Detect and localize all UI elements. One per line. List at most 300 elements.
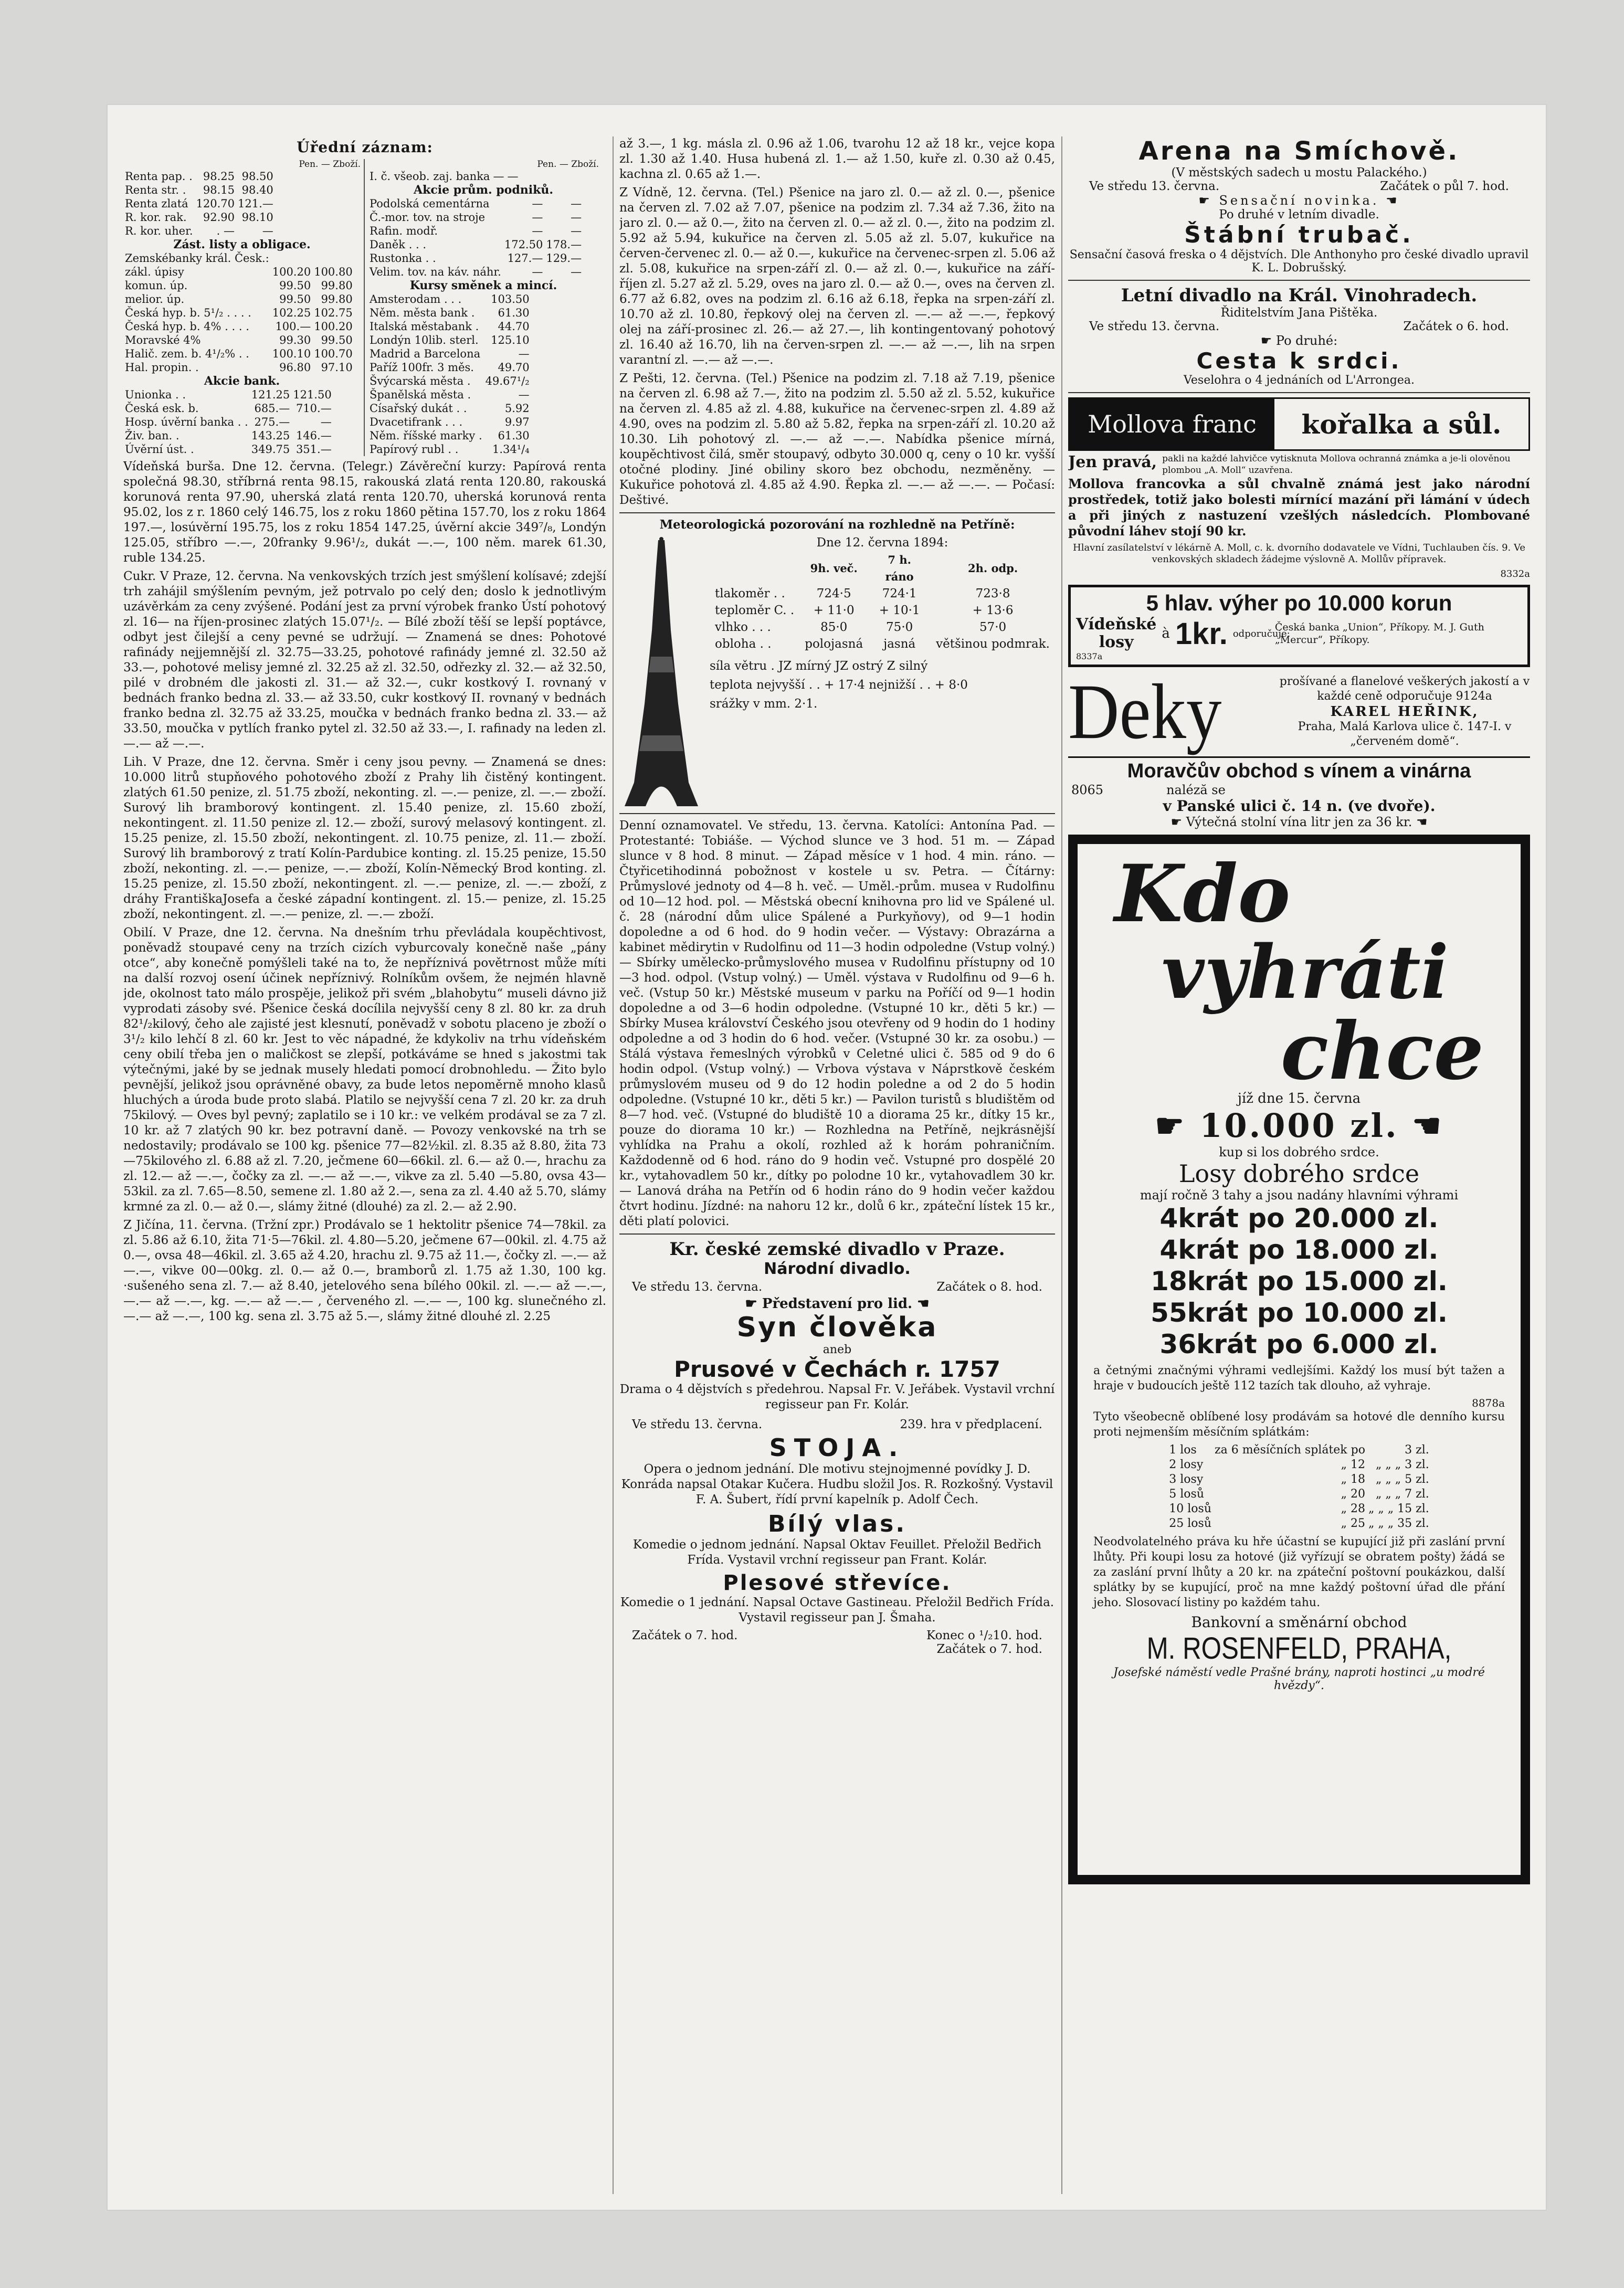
meteo-body (619, 536, 1055, 809)
wine-offer: ☛ Výtečná stolní vína litr jen za 36 kr. ☚ (1170, 815, 1428, 829)
lottery-win-line: 36krát po 6.000 zl. (1159, 1329, 1439, 1359)
quote-label: Hal. propin. . (125, 361, 199, 374)
quote-value: — (532, 225, 543, 237)
divider (1068, 280, 1530, 281)
quote-row (123, 415, 333, 429)
quote-row (368, 265, 583, 279)
arena-title: Arena na Smíchově. (1138, 136, 1460, 166)
quote-value: 99.50 (279, 293, 311, 305)
quote-label: Italská městabank . (370, 320, 479, 333)
quote-value: 99.30 (279, 334, 311, 346)
quote-value: — (262, 225, 273, 237)
lottery-amount: ☛ 10.000 zl. ☚ (1155, 1106, 1443, 1145)
sugar-report: Cukr. V Praze, 12. června. Na venkovských trzích jest smýšlení kolísavé; zdejší trh zahájil smýšlením pevným, jež potrvalo po celý den; doslo k jednotlivým uzávěrkám za ceny zvýšené. Podání jest za první výrobek franko Ústí pohotový zl. 16— na říjen-prosinec zlatých 15.07¹/₂. — Bílé zboží těší se lepší poptávce, odbyt jest čilejší a ceny pevné se udržují. — Znamená se dnes: Pohotové rafinády nejjemnější zl. 32.75—33.25, pohotové rafinády jemné zl. 32.50 až 33.—, pohotové melisy jemné zl. 32.25 až zl. 32.50, odřezky zl. 32.— až 32.50, pilé v drobném dle jakosti zl. 31.— až 32.—, cukr kostkový I. rovnaný v bednách franko bedna zl. 33.— až 33.50, cukr kostkový II. rovnaný v bednách franko bedna zl. 32.75 až 33.25, moučka v bednách franko bedna zl. 33.— až 33.50, moučka v pytlích franko pytel zl. 32.50 až 33.—, I. rafinady na leden zl. —.— až —.—. (123, 570, 606, 751)
quote-label: R. kor. rak. (125, 211, 187, 224)
quote-value: „ „ „ 5 zl. (1375, 1473, 1429, 1486)
vienna-bourse-report: Vídeňská burša. Dne 12. června. (Telegr.) Závěreční kurzy: Papírová renta společná 98.30, stříbrná renta 98.15, rakouská zlatá renta 120.80, rakouská korunová renta 97.90, uherská zlatá renta 120.70, uherská korunová renta 95.02, los z r. 1860 celý 146.75, los z roku 1860 pětina 157.70, los z roku 1864 197.—, losúvěrní 195.75, los z roku 1854 147.25, úvěrní akcie 349⁷/₈, Londýn 125.05, stříbro —.—, 20franky 9.96¹/₂, dukát —.—, 100 něm. marek 61.30, ruble 134.25. (123, 460, 606, 565)
quotes-table (123, 251, 354, 374)
lottery-wins (1093, 1203, 1505, 1360)
quote-value: 710.— (296, 402, 332, 415)
vino-play: Cesta k srdci. (1196, 348, 1402, 374)
quote-label: Renta zlatá (125, 197, 188, 210)
quotes-subheading: Akcie prům. podniků. (414, 183, 553, 197)
deky-ad (1068, 668, 1530, 755)
lottery-until: jíž dne 15. června (1237, 1091, 1361, 1106)
quote-value: 100.— (275, 320, 311, 333)
quote-value: 61.30 (498, 429, 530, 442)
quote-label: Rustonka . . (370, 252, 436, 265)
meteo-value: + 13·6 (972, 604, 1014, 617)
quote-value: „ 18 (1341, 1473, 1365, 1486)
theatre-line (619, 1278, 1055, 1296)
quote-label: Papírový rubl . . (370, 443, 459, 456)
arena-subtitle: (V městských sadech u mostu Palackého.) (1171, 166, 1427, 180)
quote-value (271, 251, 312, 265)
quote-value: 3 zl. (1405, 1443, 1429, 1457)
divider (1068, 392, 1530, 393)
quote-label: 2 losy (1169, 1458, 1204, 1471)
moll-distributor: Hlavní zasílatelství v lékárně A. Moll, c. k. dvorního dodavatele ve Vídni, Tuchlauben čís. 9. Ve venkovských skladech žádejme výslovně A. Mollův přípravek. (1073, 542, 1525, 565)
quote-label: I. č. všeob. zaj. banka (370, 170, 490, 183)
quote-row (368, 347, 531, 361)
quote-label: Něm. města bank . (370, 307, 475, 319)
vino-subtitle: Řiditelstvím Jana Pištěka. (1220, 306, 1378, 320)
quote-value: 49.67¹/₂ (485, 375, 530, 387)
quote-row (123, 170, 275, 183)
quote-label: Londýn 10lib. sterl. (370, 334, 479, 346)
lottery-terms: a četnými značnými výhrami vedlejšími. Každý los musí být tažen a hraje v budoucích ještě 112 tazích tak dlouho, až vyhraje. (1093, 1364, 1505, 1393)
quote-value: 103.50 (491, 293, 530, 305)
meteo-label: teploměr C. . (715, 604, 795, 617)
quote-row (1167, 1472, 1430, 1487)
column-rule (613, 136, 614, 2194)
column-ads (1068, 136, 1530, 2199)
vienna-lottery-ad (1068, 585, 1530, 667)
meteo-date: Dne 12. června 1894: (816, 536, 948, 550)
quote-row (123, 292, 354, 306)
quote-row (368, 333, 531, 347)
wine-line (1068, 783, 1530, 797)
quote-value: 121.50 (293, 388, 332, 401)
meteo-value: 75·0 (886, 620, 913, 634)
meteo-value: většinou podmrak. (936, 637, 1050, 651)
quote-label: Paříž 100fr. 3 měs. (370, 361, 474, 374)
quote-row (123, 388, 333, 402)
market-prices: až 3.—, 1 kg. másla zl. 0.96 až 1.06, tvarohu 12 až 18 kr., vejce kopa zl. 1.30 až 1.40. Husa hubená zl. 1.— až 1.50, kuře zl. 0.30 až 0.45, kachna zl. 0.65 až 1.—. (619, 137, 1055, 181)
quote-row (1167, 1502, 1430, 1516)
lottery-conditions: Neodvolatelného práva ku hře účastní se kupující již při zaslání první lhůty. Při koupi losu za hotové (již vyřízují se obratem pošty) žádá se za zaslání první lhůty a 20 kr. na zpáteční poštovní poukázkou, další splátky by se kupující, proč na mne každý poštovní úřad dle přání jeho. Slosovací listiny po každém tahu. (1093, 1535, 1505, 1609)
vino-second-label: Po druhé: (1275, 333, 1338, 348)
quote-label: melior. úp. (125, 293, 185, 305)
lottery-sellers: Česká banka „Union“, Příkopy. M. J. Guth „Mercur“, Příkopy. (1274, 621, 1484, 646)
quote-value (312, 251, 354, 265)
quote-value: 92.90 (203, 211, 235, 224)
quote-value: „ 25 (1341, 1517, 1365, 1530)
moll-code: 8332a (1500, 568, 1530, 579)
play-subtitle: Prusové v Čechách r. 1757 (674, 1356, 1000, 1382)
meteo-row (710, 636, 1055, 652)
quote-label: 10 losů (1169, 1502, 1211, 1515)
column-middle (619, 136, 1055, 2199)
meteo-title: Meteorologická pozorování na rozhledně na Petříně: (659, 518, 1015, 532)
divider (619, 512, 1055, 513)
quote-value: 102.75 (314, 307, 353, 319)
quote-row (368, 429, 531, 442)
meteo-data (710, 536, 1055, 809)
arena-description: Sensační časová freska o 4 dějstvích. Dle Anthonyho pro české divadlo upravil K. L. Dobrušský. (1069, 248, 1529, 275)
meteo-header: 9h. več. (810, 562, 858, 575)
quote-value: 99.50 (321, 334, 353, 346)
quote-row (368, 361, 531, 374)
meteo-header: 7 h. ráno (885, 553, 914, 583)
quote-value: 96.80 (279, 361, 311, 374)
play-aneb: aneb (822, 1343, 852, 1356)
lottery-row (1076, 616, 1522, 651)
quote-row (123, 265, 354, 279)
play-title: Plesové střevíce. (723, 1571, 952, 1595)
quote-row (123, 210, 275, 224)
quote-label: komun. úp. (125, 279, 188, 292)
quote-label: Č.-mor. tov. na stroje (370, 211, 486, 224)
quote-row (123, 402, 333, 415)
quote-value: „ 12 (1341, 1458, 1365, 1471)
meteo-label: vlhko . . . (715, 620, 771, 634)
meteo-value: + 11·0 (813, 604, 855, 617)
quote-label: Česká esk. b. (125, 402, 199, 415)
quote-value: 120.70 (196, 197, 235, 210)
arena-start: Začátek o půl 7. hod. (1380, 180, 1509, 193)
moll-banner (1068, 397, 1530, 451)
quotes-block (123, 159, 606, 456)
vinohrady-theatre-ad (1068, 285, 1530, 387)
quote-label: Renta pap. . (125, 170, 193, 183)
quote-value: 61.30 (498, 307, 530, 319)
meteo-value: 724·1 (882, 587, 917, 600)
quote-value: 100.70 (314, 347, 353, 360)
lottery-bank: Bankovní a směnární obchod (1191, 1614, 1407, 1631)
column-rule (1061, 136, 1062, 2194)
quote-row (123, 224, 275, 238)
quote-label: Daněk . . . (370, 238, 427, 251)
quote-value: za 6 měsíčních splátek po (1215, 1443, 1365, 1457)
vino-title: Letní divadlo na Král. Vinohradech. (1121, 285, 1478, 306)
quote-value: 1.34¹/₄ (492, 443, 530, 456)
lottery-win-line: 4krát po 18.000 zl. (1159, 1235, 1439, 1265)
lottery-losy: Losy dobrého srdce (1178, 1159, 1420, 1188)
quote-row (123, 279, 354, 292)
lottery-offer: Tyto všeobecně oblíbené losy prodávám sa hotové dle denního kursu proti nejmenším měsíčním splátkám: (1093, 1410, 1505, 1439)
quotes-table (123, 170, 275, 238)
national-theatre-program (619, 1239, 1055, 1656)
quotes-subheading: Akcie bank. (204, 374, 280, 388)
quote-row (368, 210, 583, 224)
play-title: Syn člověka (736, 1312, 938, 1343)
quote-value: — (532, 266, 543, 278)
vienna-grain-report: Z Vídně, 12. června. (Tel.) Pšenice na jaro zl. 0.— až zl. 0.—, pšenice na červen zl. 7.02 až 7.07, pšenice na podzim zl. 7.34 až 7.36, žito na jaro zl. 0.— až 0.—, žito na červen zl. 0.— až zl. 0.—, žito na podzim zl. 5.92 až 5.94, kukuřice na červen zl. 5.05 až zl. 5.07, kukuřice na červen-červenec zl. 0.— až 0.—, kukuřice na červenec-srpen zl. 5.06 až zl. 5.08, kukuřice na srpen-září zl. 0.— až zl. 0.—, kukuřice na září-říjen zl. 5.27 až zl. 5.29, oves na jaro zl. 0.— až 0.—, oves na červen zl. 6.77 až 6.82, oves na podzim zl. 6.16 až 6.18, řepka na srpen-září zl. 10.70 až zl. 10.80, řepkový olej na červen zl. —.— až —.—, řepkový olej na září-prosinec zl. 26.— až 27.—, lih kontingentovaný pohotový zl. 16.40 až 16.70, lih na červen-srpen zl. —.— až —.—, lih na srpen varantní zl. —.— až —.—. (619, 186, 1055, 367)
quote-value: 100.80 (314, 266, 353, 278)
newspaper-page (108, 105, 1546, 2210)
meteo-value: + 10·1 (879, 604, 920, 617)
moll-ad (1068, 397, 1530, 579)
quote-row (1167, 1487, 1430, 1502)
wine-ad (1068, 756, 1530, 829)
quote-label: Něm. říšské marky . (370, 429, 482, 442)
vino-line (1068, 320, 1530, 333)
quote-value: 121.— (237, 197, 273, 210)
quote-row (368, 442, 531, 456)
theatre-subtitle: Národní divadlo. (764, 1260, 911, 1278)
moll-banner-left: Mollova franc (1070, 399, 1274, 449)
quote-row (123, 251, 354, 265)
quote-label: Živ. ban. . (125, 429, 180, 442)
quote-value: 685.— (254, 402, 290, 415)
quote-row (368, 197, 583, 210)
quote-value: 275.— (254, 416, 290, 428)
quote-label: 1 los (1169, 1443, 1197, 1457)
quote-label: Madrid a Barcelona (370, 347, 481, 360)
arena-sensation: ☛ Sensační novinka. ☚ (1198, 193, 1400, 208)
meteo-header-row (710, 552, 1055, 585)
quote-value: 98.40 (241, 184, 273, 196)
quote-value: 9.97 (504, 416, 530, 428)
quote-label: Rafin. modř. (370, 225, 438, 237)
wine-located: naléză se (1166, 783, 1226, 797)
quotes-right (364, 159, 599, 456)
quote-value: — (571, 211, 582, 224)
meteo-corner (710, 552, 799, 585)
divider (619, 1233, 1055, 1235)
vino-start: Začátek o 6. hod. (1403, 320, 1509, 333)
quote-value: 100.20 (314, 320, 353, 333)
quote-value: 125.10 (491, 334, 530, 346)
quote-label: Česká hyp. b. 5¹/₂ . . . . (125, 307, 251, 319)
quote-value: — (532, 211, 543, 224)
deky-firm: KAREL HEŘINK, (1330, 704, 1479, 720)
lottery-script-2: vyhráti (1162, 930, 1449, 1016)
quote-value: — (507, 170, 519, 183)
lottery-name (1076, 616, 1156, 651)
moll-warning (1068, 453, 1530, 476)
quote-value: „ 28 (1341, 1502, 1365, 1515)
quotes-table (368, 292, 531, 456)
meteo-row (710, 619, 1055, 636)
quote-row (123, 347, 354, 361)
meteo-value: 723·8 (975, 587, 1010, 600)
theatre-for-people-label: Představení pro lid. (762, 1296, 913, 1312)
quotes-head-left: Pen. — Zboží. (299, 159, 361, 170)
lottery-recommend: odporučuje: (1232, 628, 1290, 639)
quote-label: Švýcarská města . (370, 375, 471, 387)
wine-offer-text: Výtečná stolní vína litr jen za 36 kr. (1186, 815, 1412, 829)
quote-row (1167, 1516, 1430, 1531)
lottery-a: à (1162, 626, 1170, 641)
quote-row (123, 442, 333, 456)
quote-value: 98.15 (203, 184, 235, 196)
arena-ad (1068, 136, 1530, 275)
lottery-win-line: 4krát po 20.000 zl. (1159, 1203, 1439, 1233)
meteo-value: 724·5 (816, 587, 851, 600)
quote-row (1167, 1458, 1430, 1472)
theatre-date: Ve středu 13. června. (632, 1280, 763, 1294)
quotes-subheading: Zást. listy a obligace. (173, 238, 311, 251)
quotes-table (368, 170, 520, 183)
quote-row (368, 306, 531, 320)
quote-label: Dvacetifrank . . . (370, 416, 463, 428)
deky-word: Deky (1068, 668, 1222, 755)
lottery-code: 8878a (1472, 1397, 1505, 1409)
quote-row (368, 224, 583, 238)
meteo-label: obloha . . (715, 637, 772, 651)
quotes-title: Úřední záznam: (297, 139, 433, 156)
play-description: Komedie o 1 jednání. Napsal Octave Gastineau. Přeložil Bedřich Frída. Vystavil regisseur pan J. Šmaha. (620, 1596, 1054, 1625)
pest-grain-report: Z Pešti, 12. června. (Tel.) Pšenice na podzim zl. 7.18 až 7.19, pšenice na červen zl. 6.98 až 7.—, žito na podzim zl. 5.50 až zl. 5.52, kukuřice na červen zl. 4.85 až zl. 4.88, kukuřice na červenec-srpen zl. 4.89 až 4.90, oves na podzim zl. 5.80 až 5.82, řepka na srpen-září zl. 10.20 až 10.30. Lih pohotový zl. —.— až —.—. Nabídka pšenice mírná, koupěchtivost čilá, směr stoupavý, odbyto 30.000 q, ceny o 10 kr. vyšší otočné plodiny. Jiné obiliny skoro bez obchodu, nezměněny. — Kukuřice pohotová zl. 4.85 až 4.90. Řepka zl. —.— až —.—. — Počasí: Deštivé. (619, 372, 1055, 507)
lottery-buy: kup si los dobrého srdce. (1219, 1145, 1379, 1159)
quote-label: Renta str. . (125, 184, 186, 196)
quote-label: Česká hyp. b. 4% . . . . (125, 320, 249, 333)
divider (619, 813, 1055, 814)
quote-value: 146.— (296, 429, 332, 442)
quote-row (123, 197, 275, 210)
quote-value: 5.92 (504, 402, 530, 415)
wine-address: v Panské ulici č. 14 n. (ve dvoře). (1163, 797, 1436, 815)
play-description: Komedie o jednom jednání. Napsal Oktav Feuillet. Přeložil Bedřich Frída. Vystavil vrchní regisseur pan Frant. Kolár. (632, 1538, 1042, 1567)
quote-value: 121.25 (251, 388, 290, 401)
arena-play: Štábní trubač. (1184, 222, 1414, 248)
lottery-firm: M. ROSENFELD, PRAHA, (1146, 1631, 1452, 1665)
quote-row (368, 320, 531, 333)
spirits-report: Lih. V Praze, dne 12. června. Směr i ceny jsou pevny. — Znamená se dnes: 10.000 litrů stupňového pohotového zboží z Prahy lih čistěný kontingent. zlatých 61.50 penize, zl. 51.75 zboží, nekonting. zl. —.— penize, zl. —.— zboží. Surový lih bramborový kontingent. zl. 15.40 penize, zl. 15.60 zboží, nekontingent. zl. 11.50 penize zl. 12.— zboží, surový melasový kontingent. zl. 15.25 penize, zl. 15.50 zboží, nekontingent. zl. 10.75 penize, zl. 11.— zboží. Surový lih bramborový z tratí Kolín-Pardubice konting. zl. 15.25 penize, 15.50 zboží, nekonting. zl. —.— penize, —.— zboží, Kolín-Německý Brod konting. zl. 15.25 penize, zl. 15.50 zboží, nekontingent. zl. —.— penize, zl. —.— zboží, z dráhy FrantiškaJosefa a české západní kontingent. zl. 15.— penize, zl. 15.25 zboží, nekontingent. zl. —.— penize, zl. —.— zboží. (123, 755, 606, 921)
theatre-end: Konec o ¹/₂10. hod. (926, 1629, 1042, 1642)
grain-report: Obilí. V Praze, dne 12. června. Na dnešním trhu převládala koupěchtivost, poněvadž stoupavé ceny na trzích cizích vyburcovaly konečně naše „pány otce“, aby konečně pomýšleli také na to, že nepříznivá povětrnost může míti na další rozvoj osení účinek nepříznivý. Rolníkům ovšem, že nejmén hlavně jde, okolnost tato málo prospěje, jelikož při svém „blahobytu“ museli dávno již vyprodati zásoby své. Pšenice česká docílila nejvyšší ceny 8 zl. 80 kr. za druh 82¹/₂kilový, čeho ale zajisté jest klesnutí, poněvadž v sobotu placeno je zboží o 3¹/₂ kilo lehčí 8 zl. 60 kr. Jest to věc nápadné, že kdykoliv na trhu vídeňském ceny obilí třeba jen o maličkost se zlepší, potkáváme se hned s jakostmi tak výtečnými, jaké by se jednak musely hledati pomocí drobnohledu. — Žito bylo pevnější, jelikož jsou oprávněné obavy, za bude letos nepoměrně mnoho klasů hluchých a úroda bude proto slabá. Platilo se nejvyšší cena 7 zl. 20 kr. za druh 75kilový. — Oves byl pevný; zaplatilo se i 10 kr.: ve velkém prodával se za 7 zl. 10 kr. až 7 zlatých 90 kr. bez potravní daně. — Povozy venkovské na trh se nedostavily; prodávalo se 100 kg. pšenice 77—82½kil. zl. 8.35 až 8.80, žita 73—75kilového zl. 6.88 až zl. 7.20, ječmene 60—66kil. zl. 6.— až 0.—, hrachu za zl. 12.— až —.—, čočky za zl. —.— až —.—, vikve za zl. 5.40 —5.80, ovsa 43—53kil. za zl. 7.65—8.50, semene zl. 1.80 až 2.—, sena za zl. 4.40 až 5.70, slámy krmné za zl. 0.— až 0.—, slámy žitné (dlouhé) za zl. 2.— až 2.90. (123, 926, 606, 1214)
arena-date: Ve středu 13. června. (1089, 180, 1220, 193)
meteo-value: polojasná (805, 637, 863, 651)
meteo-wind: síla větru . JZ mírný JZ ostrý Z silný (710, 659, 928, 673)
quote-label: 3 losy (1169, 1473, 1204, 1486)
quote-row (123, 429, 333, 442)
quote-row (1167, 1443, 1430, 1458)
quote-value: „ „ „ 3 zl. (1375, 1458, 1429, 1471)
arena-line (1068, 180, 1530, 193)
quote-value: — (571, 225, 582, 237)
quote-label: 5 losů (1169, 1488, 1204, 1501)
quote-label: Amsterodam . . . (370, 293, 462, 305)
arena-sensation-label: Sensační novinka. (1219, 193, 1379, 208)
quote-value: „ 20 (1341, 1488, 1365, 1501)
quote-value: — (571, 266, 582, 278)
quote-value: 143.25 (251, 429, 290, 442)
quote-row (368, 374, 531, 388)
lottery-main: 5 hlav. výher po 10.000 korun (1146, 591, 1452, 615)
theatre-subscription: 239. hra v předplacení. (900, 1418, 1042, 1431)
quote-row (368, 402, 531, 415)
lottery-address: Josefské náměstí vedle Prašné brány, naproti hostinci „u modré hvězdy“. (1113, 1666, 1485, 1692)
quote-row (123, 333, 354, 347)
quote-label: Úvěrní úst. . (125, 443, 194, 456)
quotes-table (123, 388, 333, 456)
moll-body: Mollova francovka a sůl chvalně známá jest jako národní prostředek, totiž jako bolesti mírnící mazání při lámání v údech a při jiných z nastuzení vzešlých následcích. Plombované původní láhev stojí 90 kr. (1068, 476, 1530, 539)
quote-label: Podolská cementárna (370, 197, 490, 210)
theatre-for-people: ☛ Představení pro lid. ☚ (745, 1296, 930, 1312)
quote-value: „ „ „ 35 zl. (1368, 1517, 1429, 1530)
theatre-date: Ve středu 13. června. (632, 1418, 763, 1431)
lottery-amount-value: 10.000 zl. (1199, 1106, 1399, 1145)
meteo-rain: srážky v mm. 2·1. (710, 697, 818, 711)
jicin-report: Z Jičína, 11. června. (Tržní zpr.) Prodávalo se 1 hektolitr pšenice 74—78kil. za zl. 5.86 až 6.10, žita 71·5—76kil. zl. 4.80—5.20, ječmene 67—00kil. zl. 4.75 až 0.—, ovsa 48—46kil. zl. 3.65 až 4.20, hrachu zl. 9.75 až 11.—, čočky zl. —.— až —.—, vikve 00—00kg. zl. 0.— až 0.—, bramborů zl. 1.75 až 1.30, 100 kg. ·sušeného sena zl. 7.— až 8.40, jetelového sena bílého 00kil. zl. —.— až —.—, —.— až —.—, kg. —.— až —.— , červeného zl. —.— —, 100 kg. slunečného zl. —.— až —.—, 100 kg. sena zl. 3.75 až 5.—, slámy žitné dlouhé zl. 2.25 (123, 1218, 606, 1323)
quote-value: „ „ „ 15 zl. (1368, 1502, 1429, 1515)
quote-value: 49.70 (498, 361, 530, 374)
play-description: Opera o jednom jednání. Dle motivu stejnojmenné povídky J. D. Konráda napsal Otakar Kučera. Hudbu složil Jos. R. Rozkošný. Vystavil F. A. Šubert, řídí první kapelník p. Adolf Čech. (621, 1462, 1053, 1506)
lottery-script-1: Kdo (1114, 848, 1291, 940)
quote-value: 44.70 (498, 320, 530, 333)
quote-row (368, 292, 531, 306)
quote-label: Španělská města . (370, 388, 471, 401)
quote-value: 172.50 (504, 238, 543, 251)
quote-value: 100.10 (272, 347, 311, 360)
theatre-line (619, 1416, 1055, 1433)
wine-code: 8065 (1071, 783, 1104, 797)
deky-text-block (1279, 674, 1530, 749)
meteo-row (710, 602, 1055, 619)
meteo-header: 2h. odp. (967, 562, 1018, 575)
quote-value: 102.25 (272, 307, 311, 319)
arena-note: Po druhé v letním divadle. (1219, 208, 1379, 222)
quote-value: . — (216, 225, 235, 237)
wine-title: Moravčův obchod s vínem a vinárna (1127, 760, 1471, 782)
deky-text: prošívané a flanelové veškerých jakostí a v každé ceně odporučuje 9124a (1279, 675, 1530, 703)
theatre-start: Začátek o 7. hod. (632, 1629, 738, 1642)
quote-row (123, 320, 354, 333)
lottery-win-line: 55krát po 10.000 zl. (1151, 1298, 1448, 1328)
quote-value: 98.25 (203, 170, 235, 183)
quote-label: zákl. úpisy (125, 266, 184, 278)
lottery-code: 8337a (1076, 651, 1103, 661)
lottery-desc: mají ročně 3 tahy a jsou nadány hlavními výhrami (1140, 1188, 1459, 1203)
theatre-line (619, 1629, 1055, 1642)
quote-value: — (571, 197, 582, 210)
vino-date: Ve středu 13. června. (1089, 320, 1220, 333)
quote-label: Halič. zem. b. 4¹/₂% . . (125, 347, 249, 360)
theatre-title: Kr. české zemské divadlo v Praze. (669, 1239, 1005, 1260)
lottery-rates (1167, 1443, 1430, 1531)
quote-label: Hosp. úvěrní banka . . (125, 416, 248, 428)
quote-row (123, 361, 354, 374)
quote-value: 98.10 (241, 211, 273, 224)
quotes-left (123, 159, 361, 456)
meteo-row (710, 585, 1055, 602)
quote-value: — (493, 170, 504, 183)
quote-value: 129.— (546, 252, 582, 265)
theatre-start: Začátek o 7. hod. (936, 1642, 1042, 1656)
quote-value: 98.50 (241, 170, 273, 183)
meteo-value: 57·0 (979, 620, 1007, 634)
theatre-start: Začátek o 8. hod. (936, 1280, 1042, 1294)
play-description: Drama o 4 dějstvích s předehrou. Napsal Fr. V. Jeřábek. Vystavil vrchní regisseur pan Fr. Kolár. (619, 1383, 1055, 1411)
quote-row (368, 251, 583, 265)
quote-row (123, 306, 354, 320)
quote-label: Velim. tov. na káv. náhr. (370, 266, 501, 278)
meteo-temp: teplota nejvyšší . . + 17·4 nejnižší . . + 8·0 (710, 678, 968, 692)
quote-row (368, 388, 531, 402)
daily-notices: Denní oznamovatel. Ve středu, 13. června. Katolíci: Antonína Pad. — Protestanté: Tobiáše. — Východ slunce ve 3 hod. 51 m. — Západ slunce v 8 hod. 8 minut. — Západ měsíce v 1 hod. 4 min. ráno. — Čtyřicetihodinná pobožnost v kostele u sv. Petra. — Čítárny: Průmyslové jednoty od 4—8 h. več. — Uměl.-prům. musea v Rudolfinu od 10—12 hod. pol. — Městská obecní knihovna pro lid ve Spálené ul. č. 28 (národní dům ulice Spálené a Purkyňovy), od 9—1 hodin dopoledne a od 6 hod. do 9 hodin večer. — Výstavy: Obrazárna a kabinet mědirytin v Rudolfinu od 11—3 hodin odpoledne (Vstup volný.) — Sbírky umělecko-průmyslového musea v Rudolfinu přístupny od 10—3 hod. odpol. (Vstup volný.) — Uměl. výstava v Rudolfinu od 9—6 h. več. (Vstup 50 kr.) Městské museum v parku na Poříčí od 9—1 hodin dopoledne a od 3—6 hodin odpoledne. (Vstupné 10 kr., děti 5 kr.) — Sbírky Musea království Českého jsou otevřeny od 9 hodin do 1 hodiny odpoledne a od 3 hodin do 6 hod. večer. (Vstupné 30 kr. za osobu.) — Stálá výstava řemeslných výrobků v Celetné ulici č. 585 od 9 do 6 hodin odpol. (Vstup volný.) — Vrbova výstava v Náprstkově českém průmyslovém museu od 9 do 12 hodin poledne a od 2 do 5 hodin odpoledne. (Vstupné 10 kr., děti 5 kr.) — Pavilon turistů s bludištěm od 8—7 hod. več. (Vstupné do bludiště 10 a diorama 25 kr., dítky 15 kr., pouze do diorama 10 kr.) — Rozhledna na Petříně, nejkrásnější vyhlídka na Prahu a okolí, rozhled až k horám pohraničním. Každodenně od 6 hod. ráno do 9 hodin več. Vstupné pro dospělé 20 kr., vytahovadlem 50 kr., dítky po polodne 10 kr., vytahovadlem 30 kr. — Lanová dráha na Petřín od 6 hodin ráno do 9 hodin večer každou čtvrt hodinu. Jízdné: na nahoru 12 kr., dolů 6 kr., zpáteční lístek 15 kr., děti platí polovici. (619, 819, 1055, 1228)
quote-value: 99.80 (321, 293, 353, 305)
lottery-win-line: 18krát po 15.000 zl. (1151, 1266, 1448, 1296)
lottery-name-2: losy (1099, 633, 1134, 651)
meteo-value: jasná (883, 637, 916, 651)
quote-value: — (320, 416, 332, 428)
quote-row (368, 170, 520, 183)
good-heart-lottery-ad (1068, 835, 1530, 1884)
moll-warning-head: Jen pravá, (1068, 453, 1157, 471)
